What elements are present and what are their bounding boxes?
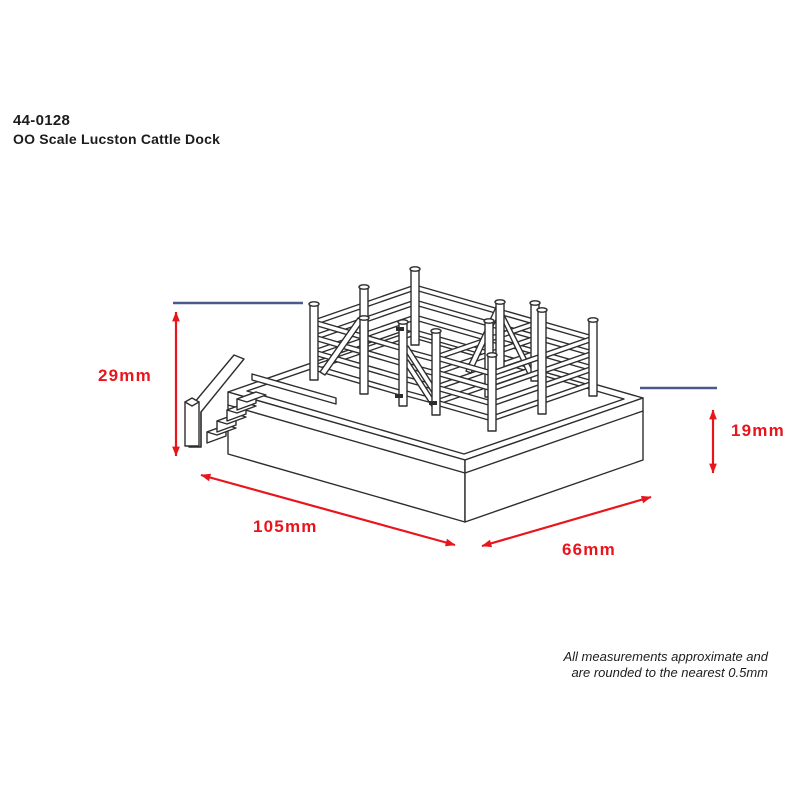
dimension-label-overall-height: 29mm <box>98 366 152 385</box>
disclaimer-line-2: are rounded to the nearest 0.5mm <box>571 664 768 680</box>
fence-post-cap <box>359 285 369 289</box>
brace-king-post <box>496 302 504 372</box>
fence-post <box>360 318 368 394</box>
fence-post <box>538 310 546 414</box>
fence-post-cap <box>398 320 408 324</box>
gate-hinge <box>429 401 437 405</box>
fence-post-cap <box>484 319 494 323</box>
fence-post-cap <box>530 301 540 305</box>
stair-newel-post <box>185 402 199 446</box>
measurement-disclaimer <box>508 649 768 681</box>
dimension-label-platform-height: 19mm <box>731 421 785 440</box>
product-code: 44-0128 <box>13 112 71 129</box>
fence-post-cap <box>487 353 497 357</box>
fence-post <box>589 320 597 396</box>
title-block <box>13 112 220 147</box>
fence-post-cap <box>537 308 547 312</box>
fence-post <box>488 355 496 431</box>
fence-post-cap <box>410 267 420 271</box>
fence-post <box>411 269 419 345</box>
fence-post-cap <box>309 302 319 306</box>
fence-post-cap <box>588 318 598 322</box>
product-title: OO Scale Lucston Cattle Dock <box>13 131 221 147</box>
fence-post <box>310 304 318 380</box>
dimension-label-depth: 66mm <box>562 540 616 559</box>
fence-post-cap <box>495 300 505 304</box>
dimension-label-length: 105mm <box>253 517 318 536</box>
fence-post-cap <box>431 329 441 333</box>
gate-hinge <box>395 394 403 398</box>
gate-post <box>399 322 407 406</box>
gate-hinge <box>396 327 404 331</box>
fence-post-cap <box>359 316 369 320</box>
disclaimer-line-1: All measurements approximate and <box>563 649 768 664</box>
